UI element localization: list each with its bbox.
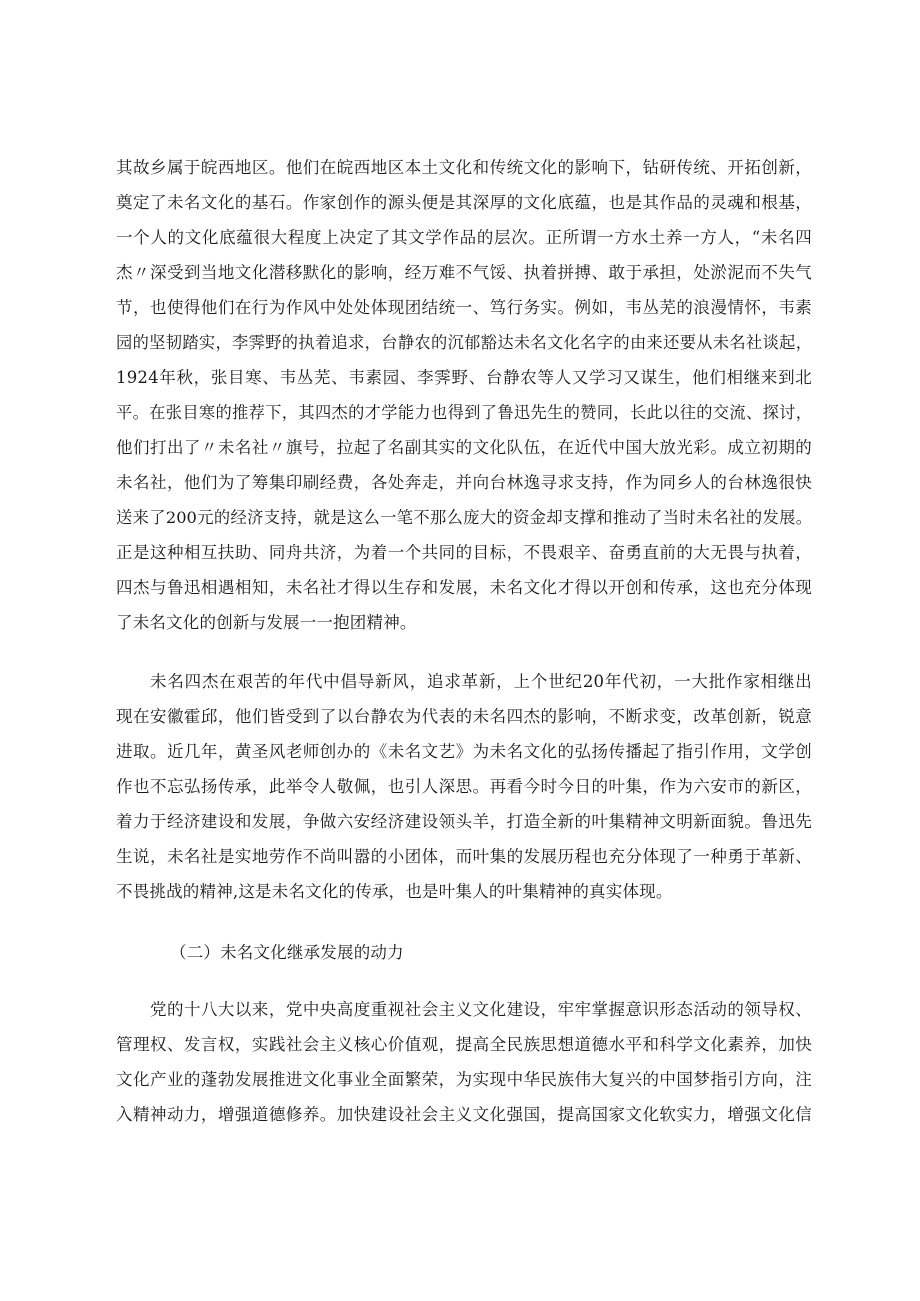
text-line: 奠定了未名文化的基石。作家创作的源头便是其深厚的文化底蕴，也是其作品的灵魂和根基， [116, 193, 812, 212]
text-line: 党的十八大以来，党中央高度重视社会主义文化建设，牢牢掌握意识形态活动的领导权、 [150, 1000, 812, 1019]
text-line: 未名四杰在艰苦的年代中倡导新风，追求革新，上个世纪20年代初，一大批作家相继出 [150, 672, 812, 691]
text-line: 了未名文化的创新与发展一一抱团精神。 [116, 613, 417, 632]
text-line: 1924年秋，张目寒、韦丛芜、韦素园、李霁野、台静农等人又学习又谋生，他们相继来到北 [116, 368, 812, 387]
text-line: 生说，未名社是实地劳作不尚叫嚣的小团体，而叶集的发展历程也充分体现了一种勇于革新、 [116, 847, 812, 866]
text-line: 不畏挑战的精神,这是未名文化的传承，也是叶集人的叶集精神的真实体现。 [116, 882, 673, 901]
text-line: 文化产业的蓬勃发展推进文化事业全面繁荣，为实现中华民族伟大复兴的中国梦指引方向，注 [116, 1070, 812, 1089]
text-line: 园的坚韧踏实，李霁野的执着追求，台静农的沉郁豁达未名文化名字的由来还要从未名社谈起， [116, 333, 812, 352]
text-line: 进取。近几年，黄圣风老师创办的《未名文艺》为未名文化的弘扬传播起了指引作用，文学创 [116, 742, 812, 761]
text-line: 杰〃深受到当地文化潜移默化的影响，经万难不气馁、执着拼搏、敢于承担，处淤泥而不失气 [116, 263, 812, 282]
text-line: 他们打出了〃未名社〃旗号，拉起了名副其实的文化队伍，在近代中国大放光彩。成立初期的 [116, 438, 812, 457]
text-line: 一个人的文化底蕴很大程度上决定了其文学作品的层次。正所谓一方水土养一方人，“未名四 [116, 228, 812, 247]
text-line: 管理权、发言权，实践社会主义核心价值观，提高全民族思想道德水平和科学文化素养，加快 [116, 1035, 812, 1054]
text-line: 平。在张目寒的推荐下，其四杰的才学能力也得到了鲁迅先生的赞同，长此以往的交流、探讨， [116, 403, 812, 422]
text-line: 送来了200元的经济支持，就是这么一笔不那么庞大的资金却支撑和推动了当时未名社的发展。 [116, 508, 812, 527]
text-line: 着力于经济建设和发展，争做六安经济建设领头羊，打造全新的叶集精神文明新面貌。鲁迅先 [116, 812, 812, 831]
text-line: 四杰与鲁迅相遇相知，未名社才得以生存和发展，未名文化才得以开创和传承，这也充分体现 [116, 578, 812, 597]
text-line: 节，也使得他们在行为作风中处处体现团结统一、笃行务实。例如，韦丛芜的浪漫情怀，韦素 [116, 298, 812, 317]
text-line: 现在安徽霍邱，他们皆受到了以台静农为代表的未名四杰的影响，不断求变，改革创新，锐意 [116, 707, 812, 726]
text-line: 正是这种相互扶助、同舟共济，为着一个共同的目标，不畏艰辛、奋勇直前的大无畏与执着， [116, 543, 812, 562]
text-line: 未名社，他们为了筹集印刷经费，各处奔走，并向台林逸寻求支持，作为同乡人的台林逸很快 [116, 473, 812, 492]
text-line: 入精神动力，增强道德修养。加快建设社会主义文化强国，提高国家文化软实力，增强文化信 [116, 1105, 812, 1124]
text-line: 作也不忘弘扬传承，此举令人敬佩，也引人深思。再看今时今日的叶集，作为六安市的新区， [116, 777, 812, 796]
text-line: 其故乡属于皖西地区。他们在皖西地区本土文化和传统文化的影响下，钻研传统、开拓创新， [116, 158, 812, 177]
section-heading: （二）未名文化继承发展的动力 [170, 943, 404, 962]
